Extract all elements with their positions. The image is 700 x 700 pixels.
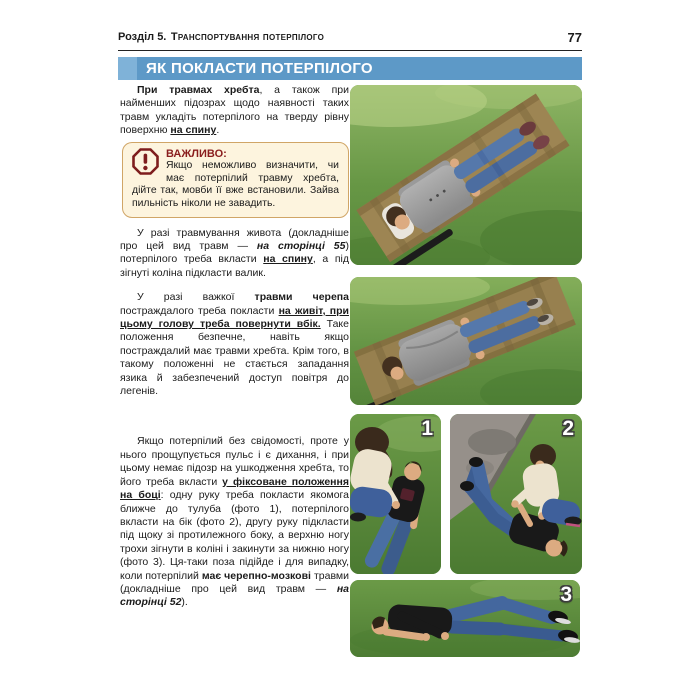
photo-column [350,85,582,657]
chapter-label: Розділ 5. [118,31,167,43]
victim-face-down-illustration [350,277,582,405]
article-paragraph: Якщо потерпілий без свідомості, проте у нього прощупується пульс і є дихання, і при цьому немає підозр на ушкодження хребта, то його треба вкласти у фіксоване положення на боці: одну руку треба покласти якомога ближче до тулуба (фото 1), потерпілого вкласти на бік (фото 2), другу руку підкласти під щоку зі протилежного боку, а верхню ногу трохи зігнути в коліні і закинути за нижню ногу (фото 3). Ця-таки поза підійде і для випадку, коли потерпілий має черепно-мозкові травми (докладніше про цей вид травм — на сторінці 52). [120,435,350,609]
photo-step-1 [350,414,441,574]
article-paragraph: У разі травмування живота (докладніше про цей вид травм — на сторінці 55) потерпілого треба вкласти на спину, а під зігнуті коліна підкласти валик. [120,226,349,279]
running-head-left [118,27,324,45]
photo-step-3 [350,580,580,657]
section-banner-title: ЯК ПОКЛАСТИ ПОТЕРПІЛОГО [146,60,373,77]
article-paragraph: При травмах хребта, а також при найменших підозрах щодо наявності таких травм укладіть потерпілого на тверду рівну поверхню на спину. [120,84,349,137]
page-number: 77 [567,30,582,45]
warning-box [122,142,349,218]
article-text-column [120,84,349,610]
step-3-illustration [350,580,580,657]
section-label: Транспортування потерпілого [170,31,325,43]
photo-badge-2: 2 [562,417,574,440]
photo-badge-1: 1 [421,417,433,440]
warning-exclamation-icon [132,148,159,175]
victim-on-back-illustration [350,85,582,265]
photo-steps-row [350,414,582,574]
photo-victim-on-back [350,85,582,265]
section-banner [118,57,582,80]
article-paragraph: У разі важкої травми черепа постраждалого треба покласти на живіт, при цьому голову треба повернути вбік. Таке положення безпечне, навіть якщо постраждалий має травми хребта. Крім того, в такому положенні не стається западання язика й забезпечений доступ повітря до легенів. [120,291,349,398]
running-head [118,27,582,51]
photo-victim-face-down [350,277,582,405]
warning-title: ВАЖЛИВО: [166,147,227,160]
banner-accent-strip [118,57,137,80]
photo-step-2 [450,414,582,574]
warning-text: Якщо неможливо визначити, чи має потерпілий травму хребта, дійте так, мовби її вже встановили. Зайва пильність ніколи не завадить. [132,160,339,209]
photo-badge-3: 3 [560,583,572,606]
